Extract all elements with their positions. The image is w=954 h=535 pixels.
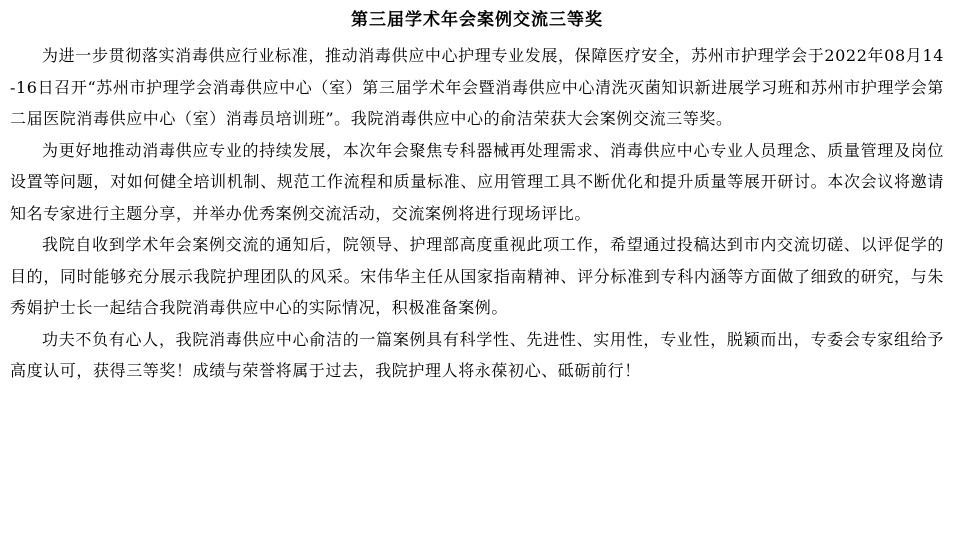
document-body	[10, 8, 944, 387]
document-title: 第三届学术年会案例交流三等奖	[351, 10, 603, 30]
paragraph-1: 为进一步贯彻落实消毒供应行业标准，推动消毒供应中心护理专业发展，保障医疗安全，苏州市护理学会于2022年08月14-16日召开“苏州市护理学会消毒供应中心（室）第三届学术年会暨消毒供应中心清洗灭菌知识新进展学习班和苏州市护理学会第二届医院消毒供应中心（室）消毒员培训班”。我院消毒供应中心的俞洁荣获大会案例交流三等奖。	[10, 46, 944, 128]
paragraph-3: 我院自收到学术年会案例交流的通知后，院领导、护理部高度重视此项工作，希望通过投稿达到市内交流切磋、以评促学的目的，同时能够充分展示我院护理团队的风采。宋伟华主任从国家指南精神、评分标准到专科内涵等方面做了细致的研究，与朱秀娟护士长一起结合我院消毒供应中心的实际情况，积极准备案例。	[10, 235, 944, 317]
paragraph-4: 功夫不负有心人，我院消毒供应中心俞洁的一篇案例具有科学性、先进性、实用性，专业性，脱颖而出，专委会专家组给予高度认可，获得三等奖！成绩与荣誉将属于过去，我院护理人将永葆初心、砥砺前行！	[10, 329, 944, 380]
paragraph-2: 为更好地推动消毒供应专业的持续发展，本次年会聚焦专科器械再处理需求、消毒供应中心专业人员理念、质量管理及岗位设置等问题，对如何健全培训机制、规范工作流程和质量标准、应用管理工具不断优化和提升质量等展开研讨。本次会议将邀请知名专家进行主题分享，并举办优秀案例交流活动，交流案例将进行现场评比。	[10, 140, 944, 223]
